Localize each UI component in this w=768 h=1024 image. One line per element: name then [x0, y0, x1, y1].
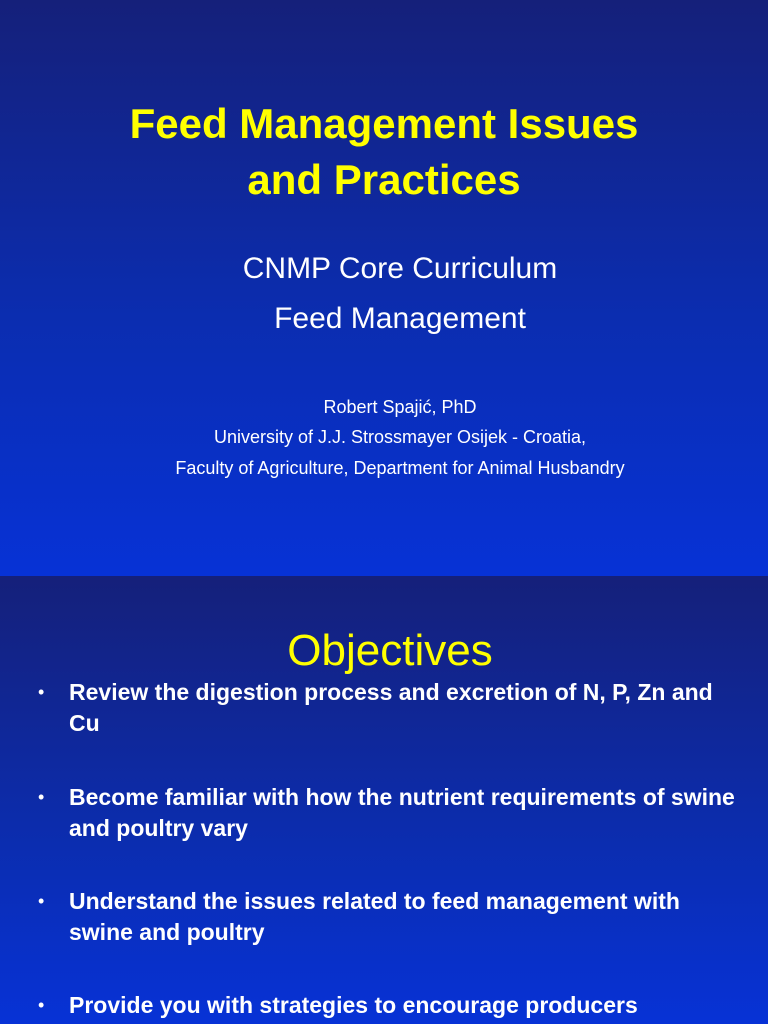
objective-text: Provide you with strategies to encourage producers: [69, 992, 638, 1018]
bullet-icon: •: [38, 682, 45, 702]
subtitle-course: CNMP Core Curriculum: [242, 252, 558, 285]
slide-title: [0, 96, 768, 208]
author-name: Robert Spajić, PhD: [323, 397, 477, 417]
author-faculty: Faculty of Agriculture, Department for Animal Husbandry: [175, 458, 625, 478]
bullet-icon: •: [38, 891, 45, 911]
objective-item: [38, 886, 738, 948]
bullet-icon: •: [38, 995, 45, 1015]
title-line-1: Feed Management Issues: [129, 100, 639, 147]
objectives-title: Objectives: [287, 626, 493, 675]
objective-item: [38, 990, 738, 1021]
objective-text: Become familiar with how the nutrient requirements of swine and poultry vary: [69, 784, 735, 841]
bullet-icon: •: [38, 787, 45, 807]
author-university: University of J.J. Strossmayer Osijek - Croatia,: [213, 427, 587, 447]
objective-text: Review the digestion process and excretion of N, P, Zn and Cu: [69, 679, 713, 736]
subtitle-topic: Feed Management: [274, 302, 526, 335]
objectives-slide: [0, 576, 768, 1024]
objective-item: [38, 677, 738, 739]
objective-item: [38, 782, 738, 844]
title-line-2: and Practices: [247, 156, 521, 203]
objective-text: Understand the issues related to feed management with swine and poultry: [69, 888, 680, 945]
